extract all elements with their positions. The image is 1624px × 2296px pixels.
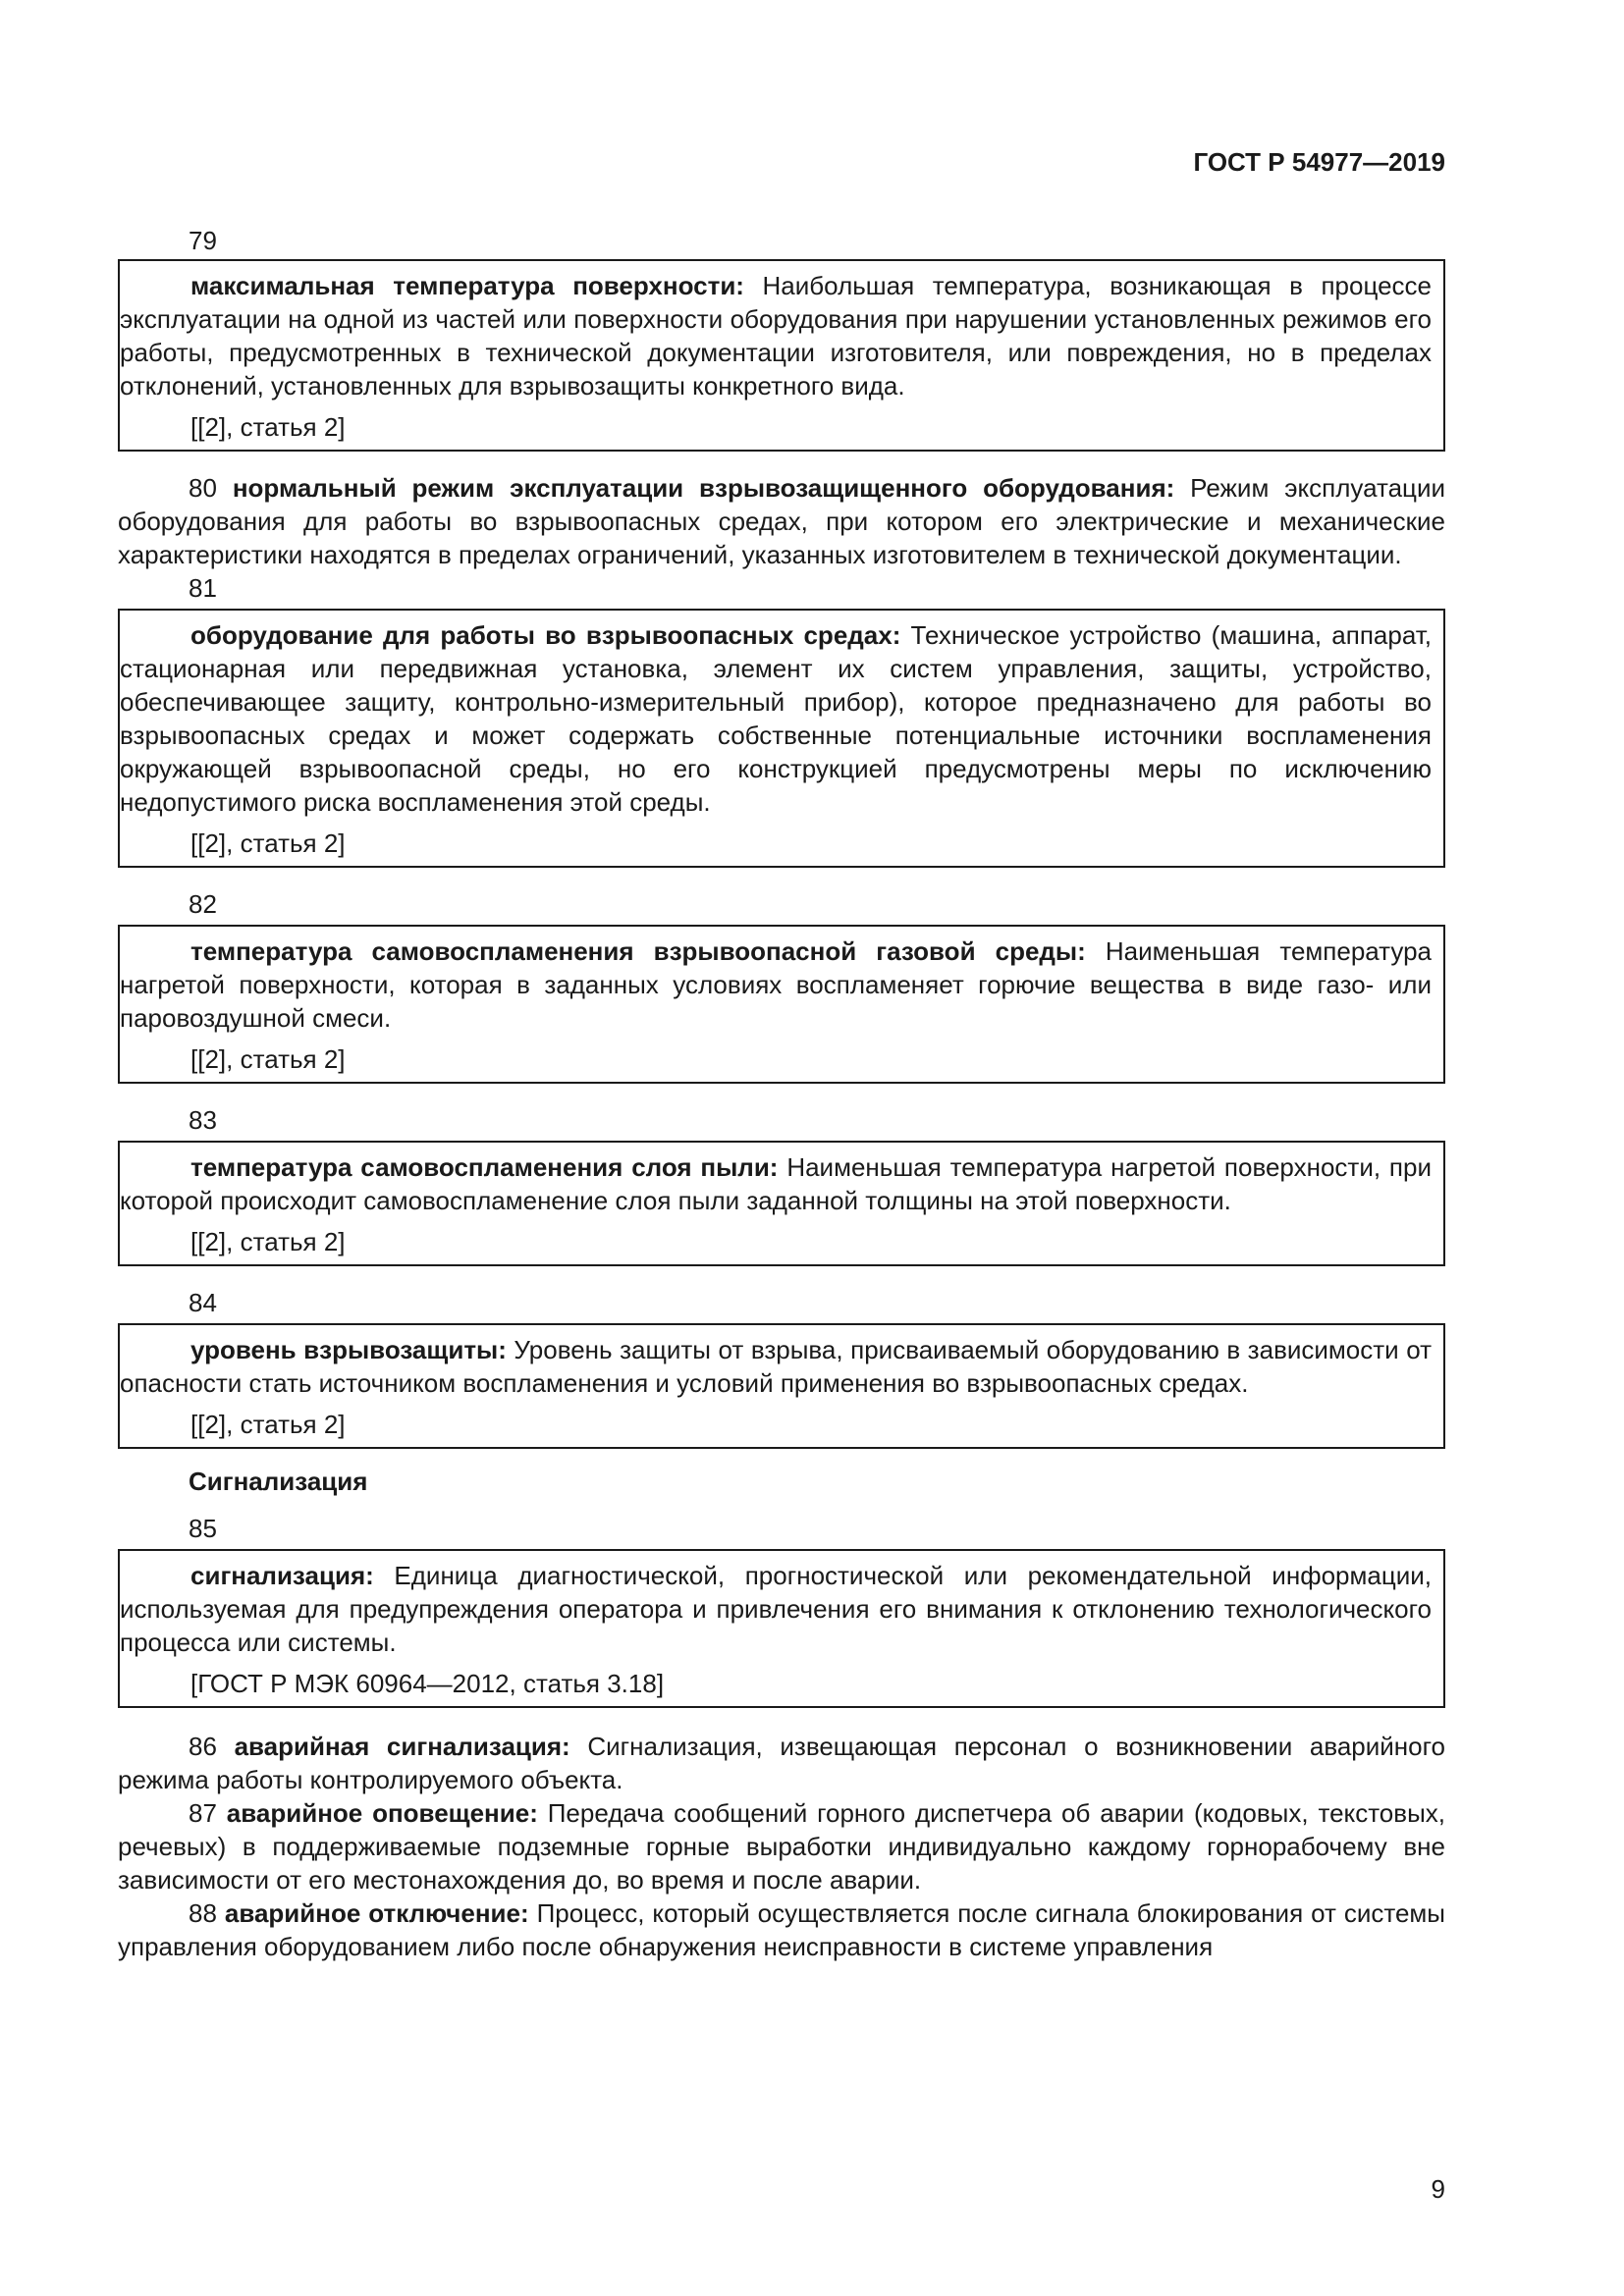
term-title-79: максимальная температура поверхности:	[190, 271, 744, 300]
term-paragraph-87	[118, 1796, 1445, 1896]
term-number-88: 88	[189, 1898, 217, 1928]
term-text-86: Сигнализация, извещающая персонал о возникновении аварийного режима работы контролируемого объекта.	[118, 1732, 1445, 1794]
term-title-81: оборудование для работы во взрывоопасных средах:	[190, 620, 901, 650]
term-number-87: 87	[189, 1798, 217, 1828]
term-text-85: Единица диагностической, прогностической или рекомендательной информации, используемая для предупреждения оператора и привлечения его внимания к отклонению технологического процесса или системы.	[120, 1561, 1432, 1657]
term-paragraph-80	[118, 471, 1445, 571]
term-number-80: 80	[189, 473, 217, 503]
term-title-86: аварийная сигнализация:	[234, 1732, 570, 1761]
term-source-85: [ГОСТ Р МЭК 60964—2012, статья 3.18]	[190, 1669, 665, 1698]
page-number: 9	[1431, 2174, 1445, 2204]
term-number-82: 82	[189, 889, 217, 919]
term-title-85: сигнализация:	[190, 1561, 374, 1590]
term-title-84: уровень взрывозащиты:	[190, 1335, 507, 1364]
term-number-84: 84	[189, 1288, 217, 1317]
term-paragraph-86	[118, 1730, 1445, 1796]
term-text-80: Режим эксплуатации оборудования для работы во взрывоопасных средах, при котором его электрические и механические характеристики находятся в пределах ограничений, указанных изготовителем в технической документации.	[118, 473, 1446, 569]
term-text-88: Процесс, который осуществляется после сигнала блокирования от системы управления оборудованием либо после обнаружения неисправности в системе управления	[118, 1898, 1445, 1961]
term-box-79	[118, 259, 1445, 452]
term-text-84: Уровень защиты от взрыва, присваиваемый оборудованию в зависимости от опасности стать источником воспламенения и условий применения во взрывоопасных средах.	[120, 1335, 1433, 1398]
term-paragraph-88	[118, 1896, 1445, 1963]
term-definition-85	[120, 1559, 1432, 1659]
document-id-header: ГОСТ Р 54977—2019	[1193, 147, 1445, 177]
term-title-87: аварийное оповещение:	[226, 1798, 538, 1828]
term-title-82: температура самовоспламенения взрывоопасной газовой среды:	[190, 936, 1086, 966]
term-text-87: Передача сообщений горного диспетчера об аварии (кодовых, текстовых, речевых) в поддерживаемые подземные горные выработки индивидуально каждому горнорабочему вне зависимости от его местонахождения до, во время и после аварии.	[118, 1798, 1445, 1895]
term-box-85	[118, 1549, 1445, 1708]
term-box-81	[118, 609, 1445, 868]
term-title-88: аварийное отключение:	[224, 1898, 529, 1928]
term-source-81: [[2], статья 2]	[190, 828, 346, 858]
term-box-82	[118, 925, 1445, 1084]
term-title-80: нормальный режим эксплуатации взрывозащищенного оборудования:	[232, 473, 1175, 503]
term-number-83: 83	[189, 1105, 217, 1135]
term-text-79: Наибольшая температура, возникающая в процессе эксплуатации на одной из частей или поверхности оборудования при нарушении установленных режимов его работы, предусмотренных в технической документации изготовителя, или повреждения, но в пределах отклонений, установленных для взрывозащиты конкретного вида.	[120, 271, 1432, 400]
term-number-81: 81	[189, 573, 217, 603]
term-source-79: [[2], статья 2]	[190, 412, 346, 442]
term-text-82: Наименьшая температура нагретой поверхности, которая в заданных условиях воспламеняет горючие вещества в виде газо- или паровоздушной смеси.	[120, 936, 1433, 1033]
document-body	[118, 224, 1445, 1963]
term-number-85: 85	[189, 1514, 217, 1543]
term-definition-82	[120, 934, 1432, 1035]
term-definition-79	[120, 269, 1432, 402]
term-definition-84	[120, 1333, 1432, 1400]
term-source-84: [[2], статья 2]	[190, 1410, 346, 1439]
term-text-81: Техническое устройство (машина, аппарат, стационарная или передвижная установка, элемент их систем управления, защиты, устройство, обеспечивающее защиту, контрольно-измерительный прибор), которое предназначено для работы во взрывоопасных средах и может содержать собственные потенциальные источники воспламенения окружающей взрывоопасной среды, но его конструкцией предусмотрены меры по исключению недопустимого риска воспламенения этой среды.	[120, 620, 1432, 817]
term-source-82: [[2], статья 2]	[190, 1044, 346, 1074]
term-definition-81	[120, 618, 1432, 819]
term-text-83: Наименьшая температура нагретой поверхности, при которой происходит самовоспламенение слоя пыли заданной толщины на этой поверхности.	[120, 1152, 1432, 1215]
term-source-83: [[2], статья 2]	[190, 1227, 346, 1256]
term-number-86: 86	[189, 1732, 217, 1761]
section-heading-signaling: Сигнализация	[189, 1467, 368, 1496]
term-title-83: температура самовоспламенения слоя пыли:	[190, 1152, 779, 1182]
term-box-84	[118, 1323, 1445, 1449]
term-number-79: 79	[189, 226, 217, 255]
term-definition-83	[120, 1150, 1432, 1217]
term-box-83	[118, 1141, 1445, 1266]
